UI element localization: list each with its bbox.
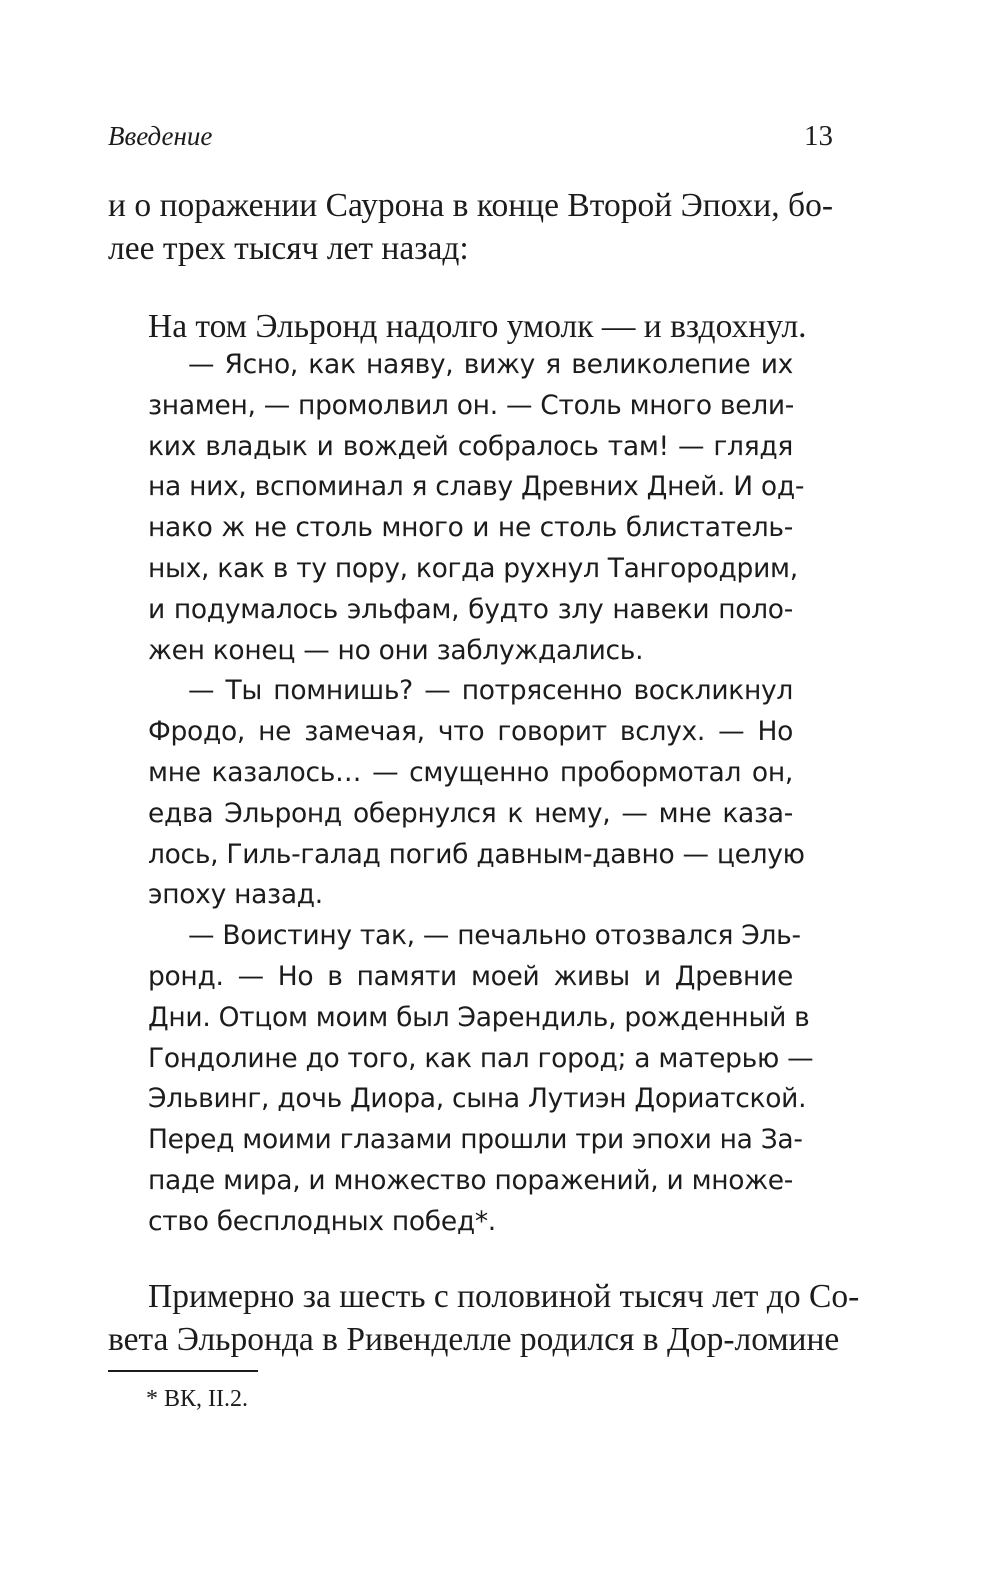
quote-line: ких владык и вождей собралось там! — глядя (148, 430, 793, 462)
quote-line: жен конец — но они заблуждались. (148, 634, 644, 666)
quote-line: едва Эльронд обернулся к нему, — мне каза- (148, 797, 793, 829)
quote-line: — Воистину так, — печально отозвался Эль- (188, 920, 801, 952)
footnote: * ВК, II.2. (146, 1386, 248, 1412)
running-head (108, 118, 833, 154)
quote-line: эпоху назад. (148, 879, 323, 911)
quote-line: ронд. — Но в памяти моей живы и Древние (148, 960, 793, 992)
intro-paragraph (108, 184, 833, 270)
page-number: 13 (804, 120, 833, 152)
quote-line: знамен, — промолвил он. — Столь много вели- (148, 389, 795, 421)
quote-line: паде мира, и множество поражений, и множе- (148, 1164, 794, 1196)
quote-line: Дни. Отцом моим был Эарендиль, рожденный в (148, 1001, 810, 1033)
closing-line: вета Эльронда в Ривенделле родился в Дор-ломине (108, 1321, 840, 1358)
quote-line: Гондолине до того, как пал город; а матерью — (148, 1042, 814, 1074)
quote-line: лось, Гиль-галад погиб давным-давно — целую (148, 838, 805, 870)
running-title: Введение (108, 121, 213, 151)
footnote-rule (108, 1370, 258, 1372)
quote-line: мне казалось… — смущенно пробормотал он, (148, 756, 793, 788)
intro-line: и о поражении Саурона в конце Второй Эпохи, бо- (108, 187, 833, 224)
quote-line: нако ж не столь много и не столь блистатель- (148, 512, 793, 544)
quote-line: ство бесплодных побед*. (148, 1205, 496, 1237)
quote-line: — Ясно, как наяву, вижу я великолепие их (188, 349, 793, 380)
quote-line: Эльвинг, дочь Диора, сына Лутиэн Дориатской. (148, 1083, 807, 1115)
quote-line: ных, как в ту пору, когда рухнул Тангородрим, (148, 552, 798, 584)
quote-line: — Ты помнишь? — потрясенно воскликнул (188, 675, 793, 707)
quote-line: на них, вспоминал я славу Древних Дней. И од- (148, 471, 805, 503)
quote-line: и подумалось эльфам, будто злу навеки поло- (148, 593, 793, 625)
quote-first-line: На том Эльронд надолго умолк — и вздохнул. (148, 308, 807, 345)
quote-block (148, 345, 814, 1243)
closing-paragraph (108, 1275, 860, 1361)
quote-line: Фродо, не замечая, что говорит вслух. — Но (148, 716, 793, 748)
quote-line: Перед моими глазами прошли три эпохи на За- (148, 1124, 803, 1156)
closing-line: Примерно за шесть с половиной тысяч лет до Со- (148, 1278, 860, 1315)
intro-line: лее трех тысяч лет назад: (108, 230, 469, 267)
